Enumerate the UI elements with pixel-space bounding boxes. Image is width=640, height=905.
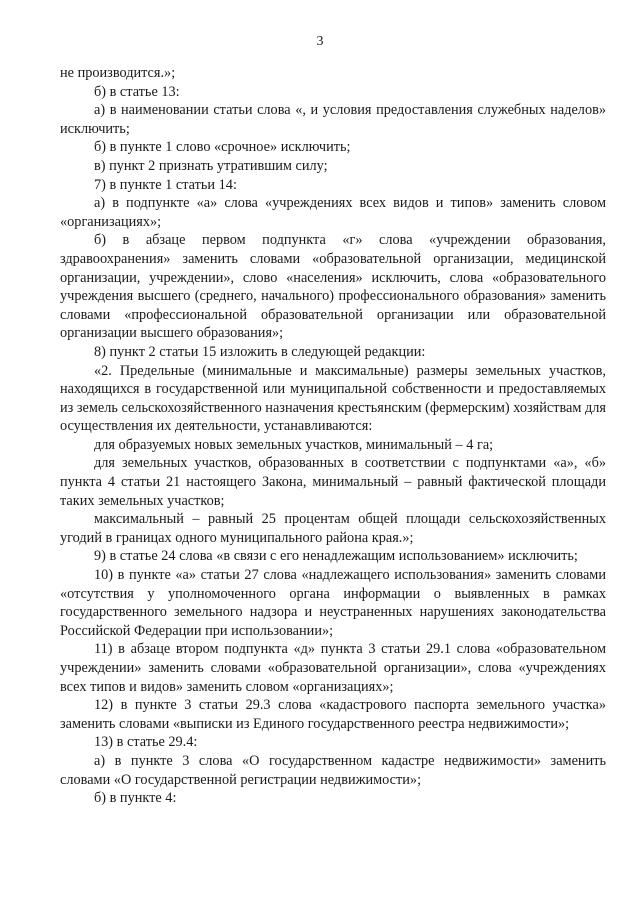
paragraph-13: 9) в статье 24 слова «в связи с его ненадлежащим использованием» исключить;	[94, 548, 578, 565]
paragraph-3: б) в пункте 1 слово «срочное» исключить;	[94, 139, 351, 156]
paragraph-9: «2. Предельные (минимальные и максимальные) размеры земельных участков, находящихся в государственной или муниципальной собственности и предоставляемых из земель сельскохозяйственного назначения крестьянским (фермерским) хозяйствам для осуществления их деятельности, устанавливаются:	[60, 362, 606, 435]
paragraph-4: в) пункт 2 признать утратившим силу;	[94, 157, 328, 174]
paragraph-1: б) в статье 13:	[94, 83, 180, 100]
paragraph-16: 12) в пункте 3 статьи 29.3 слова «кадастрового паспорта земельного участка» заменить словами «выписки из Единого государственного реестра недвижимости»;	[60, 697, 606, 732]
paragraph-12: максимальный – равный 25 процентам общей площади сельскохозяйственных угодий в границах одного муниципального района края.»;	[60, 511, 606, 546]
page-number: 3	[316, 34, 324, 49]
paragraph-6: а) в подпункте «а» слова «учреждениях всех видов и типов» заменить словом «организациях»;	[60, 195, 606, 230]
paragraph-18: а) в пункте 3 слова «О государственном кадастре недвижимости» заменить словами «О государственной регистрации недвижимости»;	[60, 752, 606, 788]
paragraph-2: а) в наименовании статьи слова «, и условия предоставления служебных наделов» исключить;	[60, 102, 606, 137]
paragraph-5: 7) в пункте 1 статьи 14:	[94, 176, 237, 193]
paragraph-17: 13) в статье 29.4:	[94, 734, 198, 751]
paragraph-15: 11) в абзаце втором подпункта «д» пункта 3 статьи 29.1 слова «образовательном учреждении» заменить словами «образовательной организации», слова «учреждениях всех типов и видов» заменить словом «организациях»;	[60, 641, 606, 695]
paragraph-8: 8) пункт 2 статьи 15 изложить в следующей редакции:	[94, 343, 426, 360]
paragraph-10: для образуемых новых земельных участков, минимальный – 4 га;	[94, 436, 494, 453]
paragraph-19: б) в пункте 4:	[94, 790, 177, 807]
document-body	[60, 64, 606, 808]
paragraph-11: для земельных участков, образованных в соответствии с подпунктами «а», «б» пункта 4 статьи 21 настоящего Закона, минимальный – равный фактической площади таких земельных участков;	[60, 455, 606, 509]
paragraph-0: не производится.»;	[60, 65, 176, 81]
paragraph-14: 10) в пункте «а» статьи 27 слова «надлежащего использования» заменить словами «отсутствия у уполномоченного органа информации о выявленных в рамках государственного земельного надзора и неустраненных нарушениях законодательства Российской Федерации при использовании»;	[60, 567, 606, 639]
paragraph-7: б) в абзаце первом подпункта «г» слова «учреждении образования, здравоохранения» заменить словами «образовательной организации, медицинской организации, учреждении», слово «населения» исключить, слова «образовательного учреждения высшего (среднего, начального) профессионального образования» заменить словами «профессиональной образовательной организации или образовательной организации высшего образования»;	[60, 232, 606, 342]
